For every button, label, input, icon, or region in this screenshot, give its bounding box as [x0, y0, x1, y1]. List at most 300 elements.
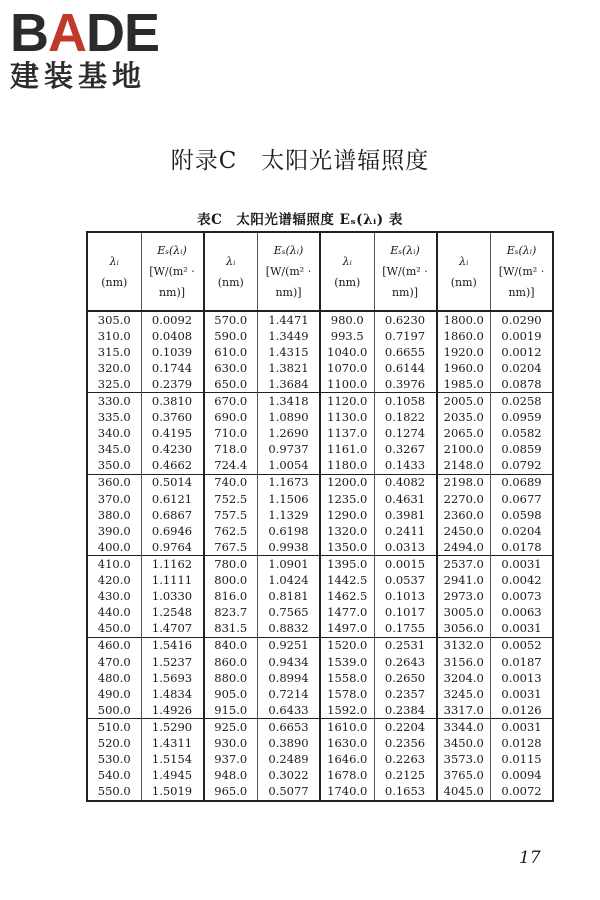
wavelength-cell: 1070.0: [320, 360, 374, 376]
wavelength-cell: 965.0: [204, 784, 258, 801]
irradiance-cell: 1.0054: [258, 458, 321, 475]
wavelength-cell: 460.0: [87, 637, 141, 654]
irradiance-cell: 0.0677: [491, 491, 554, 507]
wavelength-cell: 3156.0: [437, 654, 491, 670]
irradiance-cell: 1.1506: [258, 491, 321, 507]
table-row: [87, 637, 553, 654]
irradiance-cell: 1.5019: [141, 784, 204, 801]
wavelength-cell: 1740.0: [320, 784, 374, 801]
irradiance-cell: 0.0063: [491, 605, 554, 621]
irradiance-cell: 0.2411: [374, 523, 437, 539]
irradiance-cell: 1.3821: [258, 360, 321, 376]
wavelength-cell: 3005.0: [437, 605, 491, 621]
wavelength-cell: 2450.0: [437, 523, 491, 539]
header-irradiance-symbol: Eₛ(λᵢ): [157, 244, 187, 257]
irradiance-cell: 0.1274: [374, 426, 437, 442]
table-row: [87, 393, 553, 410]
irradiance-cell: 1.3684: [258, 376, 321, 393]
wavelength-cell: 757.5: [204, 507, 258, 523]
header-wavelength-unit: (nm): [334, 275, 361, 289]
header-irradiance: [258, 232, 321, 311]
header-irradiance-symbol: Eₛ(λᵢ): [273, 244, 304, 257]
irradiance-cell: 0.0582: [491, 426, 554, 442]
wavelength-cell: 1350.0: [320, 539, 374, 556]
table-row: [87, 573, 553, 589]
irradiance-cell: 0.2489: [258, 752, 321, 768]
header-irradiance-unit: [W/(m² ·: [149, 265, 195, 278]
table-row: [87, 507, 553, 523]
table-row: [87, 523, 553, 539]
header-irradiance: [491, 232, 554, 311]
irradiance-cell: 0.3022: [258, 768, 321, 784]
irradiance-cell: 1.1162: [141, 556, 204, 573]
wavelength-cell: 550.0: [97, 784, 131, 799]
header-wavelength: [320, 232, 374, 311]
header-wavelength-symbol: λᵢ: [342, 254, 352, 268]
wavelength-cell: 1180.0: [320, 458, 374, 475]
irradiance-cell: 0.9737: [258, 442, 321, 458]
table-row: [87, 589, 553, 605]
wavelength-cell: 4045.0: [437, 784, 491, 801]
table-row: [87, 426, 553, 442]
irradiance-cell: 1.4707: [141, 621, 204, 638]
wavelength-cell: 2537.0: [437, 556, 491, 573]
table-row: [87, 621, 553, 638]
irradiance-cell: 0.0031: [491, 686, 554, 702]
wavelength-cell: 490.0: [97, 686, 131, 701]
wavelength-cell: 915.0: [204, 702, 258, 719]
table-row: [87, 719, 553, 736]
irradiance-cell: 1.4471: [258, 311, 321, 328]
wavelength-cell: 752.5: [204, 491, 258, 507]
irradiance-cell: 0.1744: [141, 360, 204, 376]
wavelength-cell: 860.0: [204, 654, 258, 670]
wavelength-cell: 1477.0: [320, 605, 374, 621]
irradiance-cell: 0.0598: [491, 507, 554, 523]
wavelength-cell: 420.0: [97, 573, 131, 588]
irradiance-cell: 0.4195: [141, 426, 204, 442]
wavelength-cell: 325.0: [97, 376, 131, 391]
irradiance-cell: 0.2379: [141, 376, 204, 393]
irradiance-cell: 0.0013: [491, 670, 554, 686]
table-row: [87, 458, 553, 475]
header-irradiance-unit: nm)]: [508, 286, 535, 299]
wavelength-cell: 1497.0: [320, 621, 374, 638]
wavelength-cell: 500.0: [97, 702, 131, 717]
irradiance-cell: 0.0859: [491, 442, 554, 458]
wavelength-cell: 350.0: [97, 458, 131, 473]
wavelength-cell: 930.0: [204, 735, 258, 751]
wavelength-cell: 3573.0: [437, 752, 491, 768]
wavelength-cell: 670.0: [204, 393, 258, 410]
irradiance-cell: 0.6198: [258, 523, 321, 539]
table-row: [87, 654, 553, 670]
wavelength-cell: 450.0: [97, 621, 131, 636]
irradiance-cell: 0.1013: [374, 589, 437, 605]
irradiance-cell: 1.3449: [258, 328, 321, 344]
irradiance-cell: 1.0424: [258, 573, 321, 589]
wavelength-cell: 3204.0: [437, 670, 491, 686]
irradiance-cell: 0.9434: [258, 654, 321, 670]
appendix-title: 附录C 太阳光谱辐照度: [170, 148, 430, 174]
wavelength-cell: 1539.0: [320, 654, 374, 670]
irradiance-cell: 1.4926: [141, 702, 204, 719]
irradiance-cell: 0.6653: [258, 719, 321, 736]
logo-letter-a-accent: A: [48, 3, 86, 63]
wavelength-cell: 520.0: [97, 735, 131, 750]
wavelength-cell: 718.0: [204, 442, 258, 458]
wavelength-cell: 3317.0: [437, 702, 491, 719]
wavelength-cell: 480.0: [97, 670, 131, 685]
irradiance-cell: 0.2531: [374, 637, 437, 654]
irradiance-cell: 0.0115: [491, 752, 554, 768]
logo-wordmark: [10, 3, 175, 63]
wavelength-cell: 530.0: [97, 752, 131, 767]
wavelength-cell: 816.0: [204, 589, 258, 605]
irradiance-cell: 0.4631: [374, 491, 437, 507]
irradiance-cell: 0.6121: [141, 491, 204, 507]
table-row: [87, 442, 553, 458]
irradiance-cell: 0.2357: [374, 686, 437, 702]
irradiance-cell: 1.5154: [141, 752, 204, 768]
irradiance-cell: 1.5416: [141, 637, 204, 654]
table-body: [87, 311, 553, 801]
logo-letters-de: DE: [86, 3, 160, 63]
irradiance-cell: 0.3810: [141, 393, 204, 410]
irradiance-cell: 1.5237: [141, 654, 204, 670]
wavelength-cell: 2941.0: [437, 573, 491, 589]
wavelength-cell: 1130.0: [320, 410, 374, 426]
irradiance-cell: 1.1111: [141, 573, 204, 589]
header-irradiance-unit: nm)]: [391, 286, 419, 299]
irradiance-cell: 1.5693: [141, 670, 204, 686]
irradiance-cell: 0.1039: [141, 344, 204, 360]
wavelength-cell: 380.0: [97, 507, 131, 522]
irradiance-cell: 0.3760: [141, 410, 204, 426]
irradiance-cell: 1.3418: [258, 393, 321, 410]
wavelength-cell: 310.0: [97, 328, 131, 343]
irradiance-cell: 0.0015: [374, 556, 437, 573]
wavelength-cell: 1161.0: [320, 442, 374, 458]
wavelength-cell: 800.0: [204, 573, 258, 589]
header-wavelength: [87, 232, 141, 311]
table-row: [87, 410, 553, 426]
wavelength-cell: 710.0: [204, 426, 258, 442]
header-wavelength-unit: (nm): [217, 275, 244, 289]
header-irradiance: [374, 232, 437, 311]
irradiance-cell: 0.5077: [258, 784, 321, 801]
wavelength-cell: 948.0: [204, 768, 258, 784]
wavelength-cell: 1578.0: [320, 686, 374, 702]
irradiance-cell: 0.0204: [491, 523, 554, 539]
wavelength-cell: 305.0: [97, 312, 131, 327]
wavelength-cell: 1137.0: [320, 426, 374, 442]
wavelength-cell: 370.0: [97, 491, 131, 506]
wavelength-cell: 2270.0: [437, 491, 491, 507]
irradiance-cell: 0.4230: [141, 442, 204, 458]
irradiance-cell: 0.8181: [258, 589, 321, 605]
irradiance-cell: 0.1653: [374, 784, 437, 801]
wavelength-cell: 1592.0: [320, 702, 374, 719]
irradiance-cell: 0.7214: [258, 686, 321, 702]
irradiance-cell: 1.4945: [141, 768, 204, 784]
irradiance-cell: 1.2690: [258, 426, 321, 442]
wavelength-cell: 570.0: [204, 311, 258, 328]
irradiance-cell: 0.3981: [374, 507, 437, 523]
irradiance-cell: 0.0031: [491, 621, 554, 638]
wavelength-cell: 1630.0: [320, 735, 374, 751]
wavelength-cell: 831.5: [204, 621, 258, 638]
wavelength-cell: 2973.0: [437, 589, 491, 605]
irradiance-cell: 0.6655: [374, 344, 437, 360]
wavelength-cell: 315.0: [97, 344, 131, 359]
wavelength-cell: 2005.0: [437, 393, 491, 410]
wavelength-cell: 400.0: [97, 539, 131, 554]
wavelength-cell: 590.0: [204, 328, 258, 344]
irradiance-cell: 0.0204: [491, 360, 554, 376]
wavelength-cell: 3132.0: [437, 637, 491, 654]
wavelength-cell: 610.0: [204, 344, 258, 360]
irradiance-cell: 0.0258: [491, 393, 554, 410]
irradiance-cell: 0.2125: [374, 768, 437, 784]
irradiance-cell: 0.1822: [374, 410, 437, 426]
table-row: [87, 702, 553, 719]
header-wavelength: [437, 232, 491, 311]
irradiance-cell: 0.0031: [491, 556, 554, 573]
wavelength-cell: 1235.0: [320, 491, 374, 507]
wavelength-cell: 320.0: [97, 360, 131, 375]
wavelength-cell: 1395.0: [320, 556, 374, 573]
irradiance-cell: 0.6144: [374, 360, 437, 376]
wavelength-cell: 345.0: [97, 442, 131, 457]
wavelength-cell: 1320.0: [320, 523, 374, 539]
page-number: 17: [519, 848, 541, 868]
wavelength-cell: 840.0: [204, 637, 258, 654]
wavelength-cell: 3245.0: [437, 686, 491, 702]
wavelength-cell: 690.0: [204, 410, 258, 426]
irradiance-cell: 0.7565: [258, 605, 321, 621]
wavelength-cell: 980.0: [320, 311, 374, 328]
wavelength-cell: 1610.0: [320, 719, 374, 736]
wavelength-cell: 3056.0: [437, 621, 491, 638]
wavelength-cell: 1040.0: [320, 344, 374, 360]
irradiance-cell: 1.5290: [141, 719, 204, 736]
wavelength-cell: 410.0: [87, 556, 141, 573]
table-caption: 表C 太阳光谱辐照度 Eₛ(λᵢ) 表: [197, 212, 403, 228]
irradiance-cell: 0.8832: [258, 621, 321, 638]
wavelength-cell: 780.0: [204, 556, 258, 573]
wavelength-cell: 1442.5: [320, 573, 374, 589]
table-row: [87, 670, 553, 686]
irradiance-cell: 0.0313: [374, 539, 437, 556]
irradiance-cell: 0.0094: [491, 768, 554, 784]
irradiance-cell: 1.0330: [141, 589, 204, 605]
irradiance-cell: 0.7197: [374, 328, 437, 344]
irradiance-cell: 0.0959: [491, 410, 554, 426]
irradiance-cell: 0.1755: [374, 621, 437, 638]
table-header-row: [87, 232, 553, 311]
table-row: [87, 376, 553, 393]
wavelength-cell: 2100.0: [437, 442, 491, 458]
irradiance-cell: 1.0901: [258, 556, 321, 573]
irradiance-cell: 1.4315: [258, 344, 321, 360]
irradiance-cell: 0.0878: [491, 376, 554, 393]
wavelength-cell: 880.0: [204, 670, 258, 686]
header-irradiance-unit: [W/(m² ·: [265, 265, 312, 278]
wavelength-cell: 1100.0: [320, 376, 374, 393]
header-irradiance-unit: nm)]: [275, 286, 302, 299]
wavelength-cell: 767.5: [204, 539, 258, 556]
table-row: [87, 474, 553, 491]
wavelength-cell: 1520.0: [320, 637, 374, 654]
irradiance-cell: 0.0408: [141, 328, 204, 344]
table-row: [87, 784, 553, 801]
irradiance-cell: 1.1329: [258, 507, 321, 523]
header-wavelength: [204, 232, 258, 311]
irradiance-cell: 0.1017: [374, 605, 437, 621]
header-irradiance-symbol: Eₛ(λᵢ): [506, 244, 537, 257]
irradiance-cell: 0.8994: [258, 670, 321, 686]
wavelength-cell: 390.0: [97, 523, 131, 538]
header-wavelength-unit: (nm): [450, 275, 477, 289]
wavelength-cell: 1462.5: [320, 589, 374, 605]
irradiance-cell: 0.0128: [491, 735, 554, 751]
irradiance-cell: 0.0052: [491, 637, 554, 654]
wavelength-cell: 3765.0: [437, 768, 491, 784]
wavelength-cell: 440.0: [97, 605, 131, 620]
wavelength-cell: 510.0: [87, 719, 141, 736]
wavelength-cell: 1800.0: [437, 311, 491, 328]
irradiance-cell: 1.2548: [141, 605, 204, 621]
irradiance-cell: 0.0178: [491, 539, 554, 556]
wavelength-cell: 2198.0: [437, 474, 491, 491]
header-irradiance: [141, 232, 204, 311]
table-row: [87, 735, 553, 751]
wavelength-cell: 340.0: [97, 426, 131, 441]
irradiance-cell: 0.0792: [491, 458, 554, 475]
irradiance-cell: 1.0890: [258, 410, 321, 426]
header-irradiance-unit: [W/(m² ·: [382, 265, 428, 278]
irradiance-cell: 0.2384: [374, 702, 437, 719]
header-irradiance-symbol: Eₛ(λᵢ): [390, 244, 420, 257]
wavelength-cell: 1920.0: [437, 344, 491, 360]
wavelength-cell: 1200.0: [320, 474, 374, 491]
wavelength-cell: 650.0: [204, 376, 258, 393]
table-row: [87, 605, 553, 621]
bade-logo: [10, 3, 175, 94]
wavelength-cell: 330.0: [87, 393, 141, 410]
irradiance-cell: 1.4834: [141, 686, 204, 702]
wavelength-cell: 993.5: [320, 328, 374, 344]
wavelength-cell: 630.0: [204, 360, 258, 376]
table-row: [87, 360, 553, 376]
irradiance-cell: 0.0092: [141, 311, 204, 328]
irradiance-cell: 0.0019: [491, 328, 554, 344]
wavelength-cell: 540.0: [97, 768, 131, 783]
wavelength-cell: 905.0: [204, 686, 258, 702]
irradiance-cell: 0.9938: [258, 539, 321, 556]
irradiance-cell: 0.3890: [258, 735, 321, 751]
wavelength-cell: 740.0: [204, 474, 258, 491]
wavelength-cell: 1646.0: [320, 752, 374, 768]
wavelength-cell: 360.0: [87, 474, 141, 491]
wavelength-cell: 762.5: [204, 523, 258, 539]
irradiance-cell: 0.9251: [258, 637, 321, 654]
wavelength-cell: 2065.0: [437, 426, 491, 442]
irradiance-cell: 0.6946: [141, 523, 204, 539]
logo-letter-b: B: [10, 3, 48, 63]
header-wavelength-symbol: λᵢ: [109, 254, 119, 268]
wavelength-cell: 3450.0: [437, 735, 491, 751]
spectral-irradiance-table: [86, 231, 554, 802]
irradiance-cell: 1.1673: [258, 474, 321, 491]
wavelength-cell: 1860.0: [437, 328, 491, 344]
irradiance-cell: 0.0031: [491, 719, 554, 736]
irradiance-cell: 0.2643: [374, 654, 437, 670]
wavelength-cell: 724.4: [204, 458, 258, 475]
header-irradiance-unit: nm)]: [158, 286, 186, 299]
irradiance-cell: 0.3267: [374, 442, 437, 458]
irradiance-cell: 0.0187: [491, 654, 554, 670]
wavelength-cell: 335.0: [97, 410, 131, 425]
wavelength-cell: 2148.0: [437, 458, 491, 475]
table-row: [87, 686, 553, 702]
table-row: [87, 344, 553, 360]
wavelength-cell: 1960.0: [437, 360, 491, 376]
irradiance-cell: 0.0042: [491, 573, 554, 589]
wavelength-cell: 1678.0: [320, 768, 374, 784]
wavelength-cell: 1120.0: [320, 393, 374, 410]
irradiance-cell: 0.4082: [374, 474, 437, 491]
irradiance-cell: 0.0537: [374, 573, 437, 589]
wavelength-cell: 1290.0: [320, 507, 374, 523]
irradiance-cell: 0.1058: [374, 393, 437, 410]
wavelength-cell: 823.7: [204, 605, 258, 621]
wavelength-cell: 430.0: [97, 589, 131, 604]
wavelength-cell: 3344.0: [437, 719, 491, 736]
irradiance-cell: 0.4662: [141, 458, 204, 475]
irradiance-cell: 0.6867: [141, 507, 204, 523]
header-irradiance-unit: [W/(m² ·: [498, 265, 545, 278]
header-wavelength-symbol: λᵢ: [226, 254, 236, 268]
irradiance-cell: 0.0012: [491, 344, 554, 360]
table-row: [87, 539, 553, 556]
wavelength-cell: 1558.0: [320, 670, 374, 686]
table-row: [87, 328, 553, 344]
header-wavelength-unit: (nm): [101, 275, 128, 289]
wavelength-cell: 2360.0: [437, 507, 491, 523]
irradiance-cell: 1.4311: [141, 735, 204, 751]
irradiance-cell: 0.0290: [491, 311, 554, 328]
irradiance-cell: 0.3976: [374, 376, 437, 393]
header-wavelength-symbol: λᵢ: [459, 254, 469, 268]
wavelength-cell: 470.0: [97, 654, 131, 669]
table-row: [87, 752, 553, 768]
irradiance-cell: 0.0072: [491, 784, 554, 801]
irradiance-cell: 0.0073: [491, 589, 554, 605]
wavelength-cell: 937.0: [204, 752, 258, 768]
table-row: [87, 556, 553, 573]
wavelength-cell: 2494.0: [437, 539, 491, 556]
irradiance-cell: 0.1433: [374, 458, 437, 475]
logo-subtitle: 建装基地: [10, 59, 147, 93]
irradiance-cell: 0.0126: [491, 702, 554, 719]
table-row: [87, 311, 553, 328]
irradiance-cell: 0.5014: [141, 474, 204, 491]
irradiance-cell: 0.2356: [374, 735, 437, 751]
irradiance-cell: 0.6433: [258, 702, 321, 719]
wavelength-cell: 1985.0: [437, 376, 491, 393]
